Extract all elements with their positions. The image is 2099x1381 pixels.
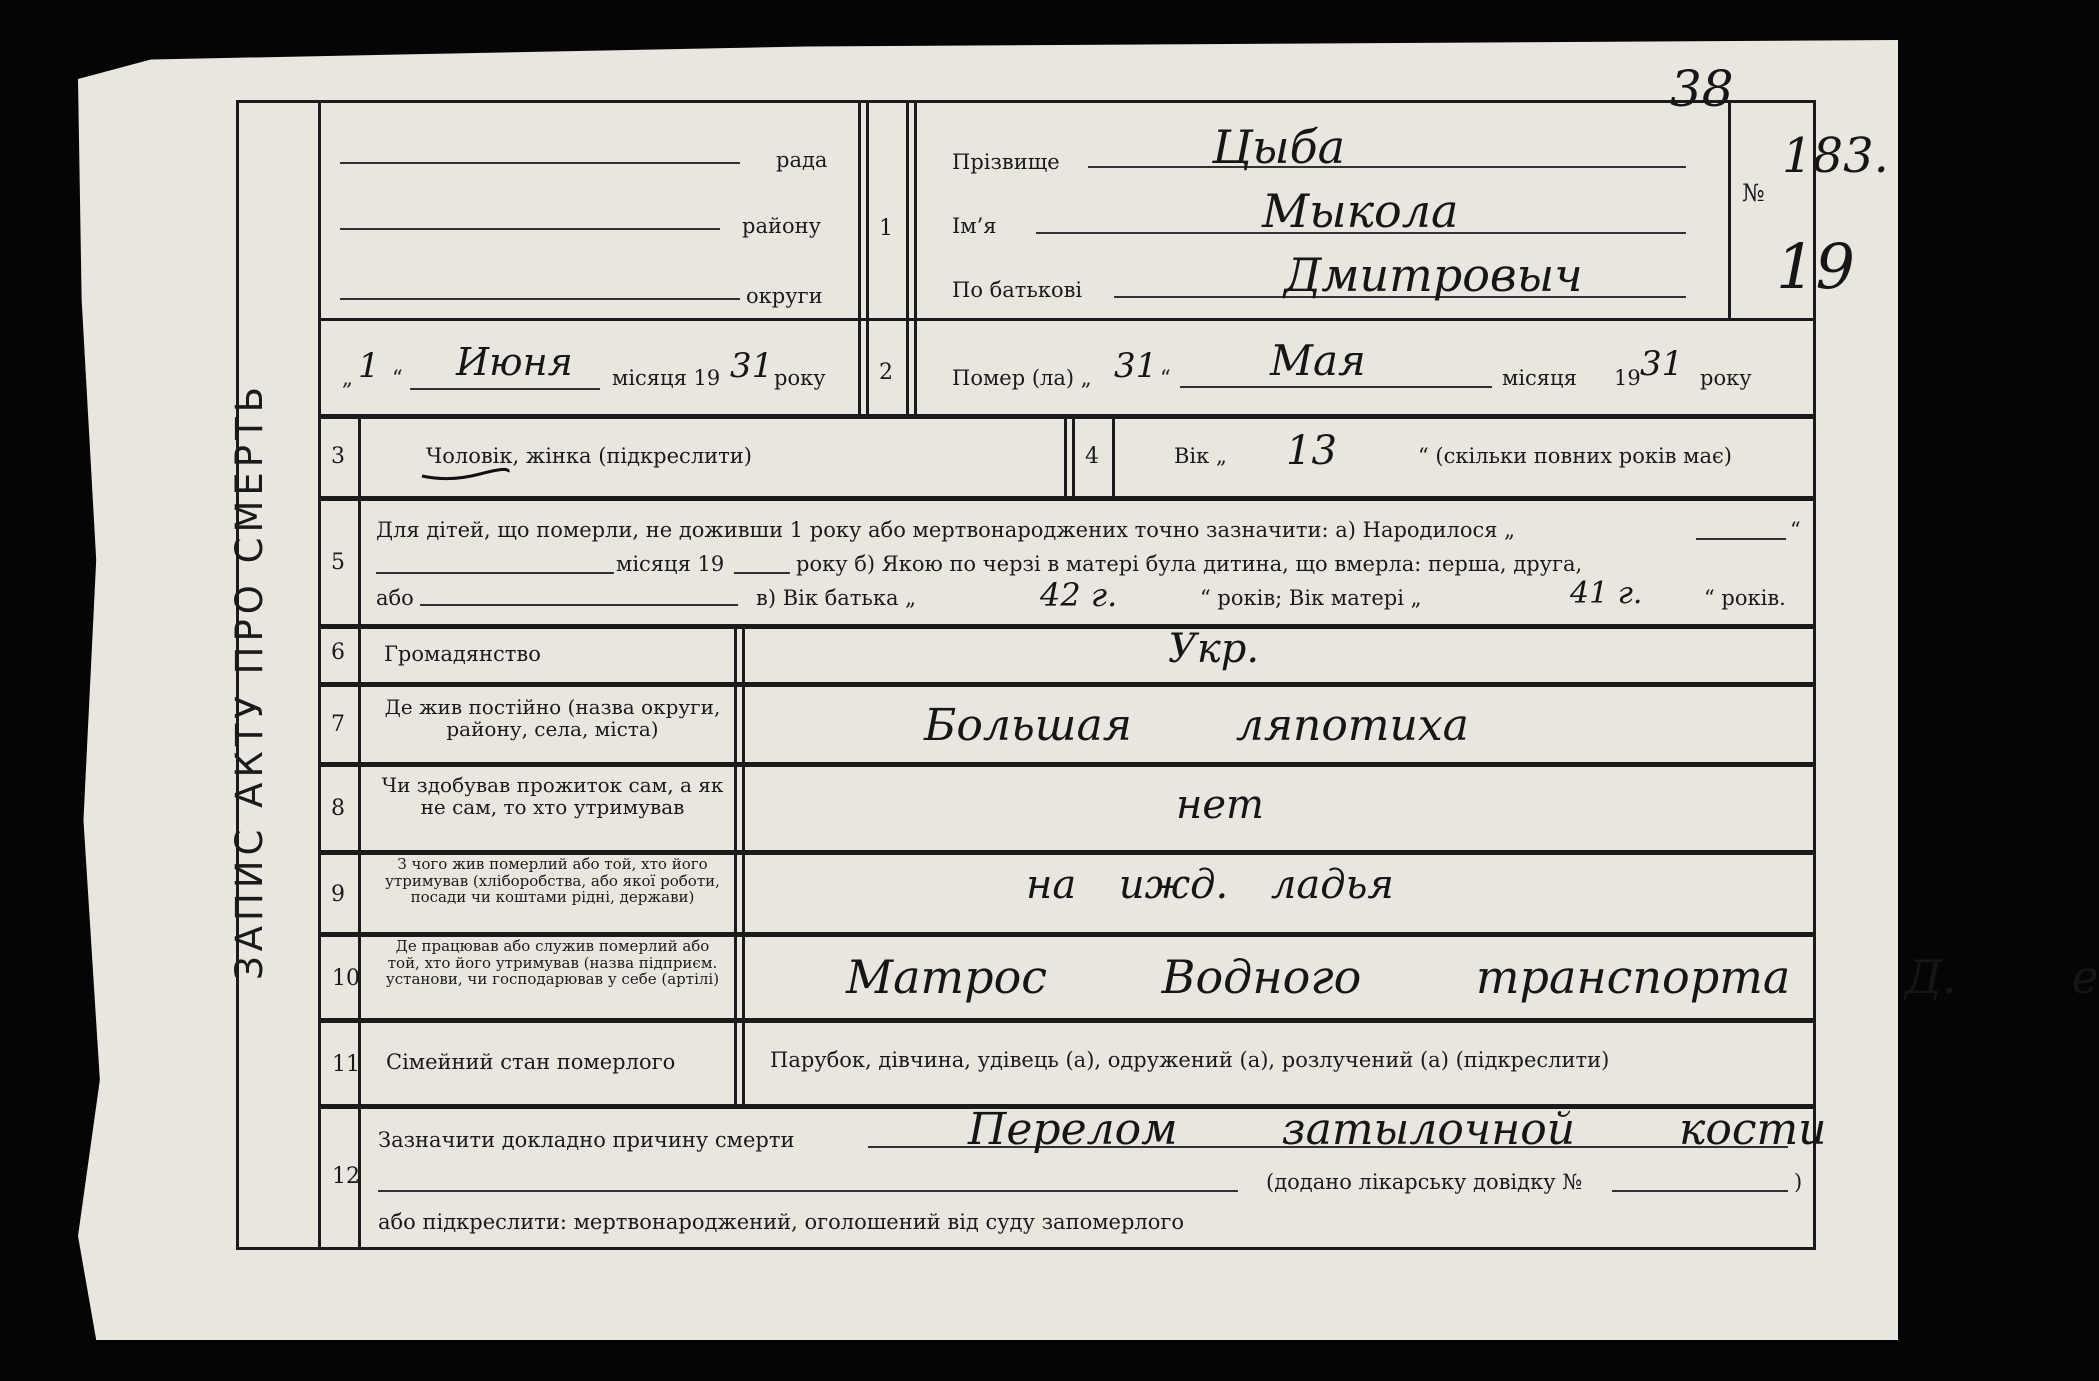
number-label: №: [1742, 179, 1765, 207]
row7-row8-divider: [318, 762, 1816, 767]
row3-divider-a: [1064, 414, 1067, 498]
father-age: 42 г.: [1040, 576, 1118, 614]
rada-line: [340, 162, 740, 164]
reg-day: 1: [358, 346, 380, 386]
surname-line: [1088, 166, 1686, 168]
death-quote: “: [1160, 366, 1171, 390]
field3-number: 3: [331, 444, 345, 469]
doc-note: (додано лікарську довідку №: [1266, 1170, 1583, 1194]
death-date-label: Помер (ла) „: [952, 366, 1092, 390]
residence-label: Де жив постійно (назва округи, району, села, міста): [384, 695, 721, 741]
child-line2b: року б) Якою по черзі в матері була дитина, що вмерла: перша, друга,: [796, 552, 1583, 576]
row10-row11-divider: [318, 1018, 1816, 1023]
row1-divider-c: [906, 100, 909, 415]
side-title: ЗАПИС АКТУ ПРО СМЕРТЬ: [228, 381, 271, 980]
row5-num-divider: [358, 496, 361, 624]
reg-open-quote: „: [342, 366, 353, 390]
death-month-line: [1180, 386, 1492, 388]
support-label: Чи здобував прожиток сам, а як не сам, то хто утримував: [381, 773, 724, 819]
row3-num-divider: [358, 414, 361, 498]
field11-number: 11: [332, 1052, 360, 1077]
death-day: 31: [1114, 346, 1158, 386]
field4-number: 4: [1085, 444, 1099, 469]
field10-number: 10: [332, 966, 360, 991]
mother-age: 41 г.: [1570, 576, 1643, 611]
field9-number: 9: [331, 882, 345, 907]
field7-number: 7: [331, 712, 345, 737]
doc-number-line: [1612, 1190, 1788, 1192]
child-line3a: або: [376, 586, 414, 610]
row6-row7-divider: [318, 682, 1816, 687]
reg-month-label: місяця 19: [612, 366, 721, 390]
corner-box-left: [1728, 100, 1731, 320]
grid-label-divider-a: [734, 624, 737, 1108]
sex-label: Чоловік, жінка (підкреслити): [426, 444, 752, 468]
grid-label-divider-b: [742, 624, 745, 1108]
reg-close-quote: “: [392, 366, 403, 390]
child-line1: Для дітей, що померли, не доживши 1 року або мертвонароджених точно зазначити: а) Народилося „: [376, 518, 1516, 542]
income-value: на ижд. ладья: [1026, 862, 1394, 908]
cause-alt: або підкреслити: мертвонароджений, оголошений від суду запомерлого: [378, 1210, 1185, 1234]
row2-row3-divider: [318, 414, 1816, 419]
citizenship-label: Громадянство: [384, 642, 541, 666]
child-line1-end: “: [1790, 518, 1801, 542]
support-value: нет: [1176, 782, 1264, 828]
reg-year: 31: [730, 346, 774, 386]
death-year: 31: [1640, 344, 1684, 384]
child-line3b: в) Вік батька „: [756, 586, 917, 610]
patronymic-value: Дмитровыч: [1284, 248, 1583, 302]
record-number: 183.: [1782, 128, 1889, 184]
archive-number: 38: [1670, 60, 1734, 118]
record-number-2: 19: [1776, 230, 1855, 303]
row3-row5-divider: [318, 496, 1816, 501]
child-line3d: “ років.: [1704, 586, 1786, 610]
row5-row6-divider: [318, 624, 1816, 629]
child-born-line: [1696, 538, 1786, 540]
child-line2a: місяця 19: [616, 552, 725, 576]
field2-number: 2: [879, 360, 893, 385]
surname-label: Прізвище: [952, 150, 1060, 174]
field5-number: 5: [331, 550, 345, 575]
marital-options: Парубок, дівчина, удівець (а), одружений (а), розлучений (а) (підкреслити): [770, 1048, 1610, 1072]
sex-underline: [420, 466, 510, 482]
death-month-label: місяця: [1502, 366, 1577, 390]
death-year-prefix: 19: [1614, 366, 1641, 390]
okrugy-line: [340, 298, 740, 300]
field12-number: 12: [332, 1164, 360, 1189]
age-value: 13: [1286, 428, 1337, 474]
rada-label: рада: [776, 148, 828, 172]
child-month-line: [376, 572, 614, 574]
grid-num-divider: [358, 624, 361, 1108]
field6-number: 6: [331, 640, 345, 665]
death-month: Мая: [1270, 336, 1366, 385]
death-year-label: року: [1700, 366, 1752, 390]
workplace-label: Де працював або служив померлий або той, хто його утримував (назва підприєм. установи, чи господарював у себе (артілі): [385, 937, 720, 988]
reg-year-label: року: [774, 366, 826, 390]
reg-month: Июня: [456, 340, 573, 384]
surname-value: Цыба: [1212, 120, 1346, 174]
name-label: Ім’я: [952, 214, 997, 238]
raion-label: району: [742, 214, 821, 238]
reg-month-line: [410, 388, 600, 390]
child-order-line: [420, 604, 738, 606]
patronymic-label: По батькові: [952, 278, 1083, 302]
cause-label: Зазначити докладно причину смерти: [378, 1128, 795, 1152]
name-value: Мыкола: [1262, 184, 1459, 238]
age-suffix: “ (скільки повних років має): [1418, 444, 1732, 468]
doc-close: ): [1794, 1170, 1803, 1194]
residence-value: Большая ляпотиха: [924, 700, 1469, 751]
child-year-line: [734, 572, 790, 574]
okrugy-label: округи: [746, 284, 823, 308]
corner-box-bottom: [1728, 318, 1816, 321]
row1-divider-d: [914, 100, 917, 415]
marital-label: Сімейний стан померлого: [386, 1050, 676, 1074]
field8-number: 8: [331, 796, 345, 821]
age-label: Вік „: [1174, 444, 1227, 468]
row1-divider-a: [858, 100, 861, 415]
field1-number: 1: [879, 216, 893, 241]
row3-divider-c: [1112, 414, 1115, 498]
cause-line-2: [378, 1190, 1238, 1192]
income-label: З чого жив померлий або той, хто його утримував (хліборобства, або якої роботи, посади чи коштами рідні, держави): [385, 855, 720, 906]
cause-value: Перелом затылочной кости: [968, 1104, 1827, 1155]
raion-line: [340, 228, 720, 230]
child-line3c: “ років; Вік матері „: [1200, 586, 1422, 610]
workplace-value: Матрос Водного транспорта Д. е: [846, 950, 2099, 1004]
row1-row2-divider: [318, 318, 1728, 321]
citizenship-value: Укр.: [1168, 626, 1260, 672]
side-title-divider: [318, 100, 321, 1250]
